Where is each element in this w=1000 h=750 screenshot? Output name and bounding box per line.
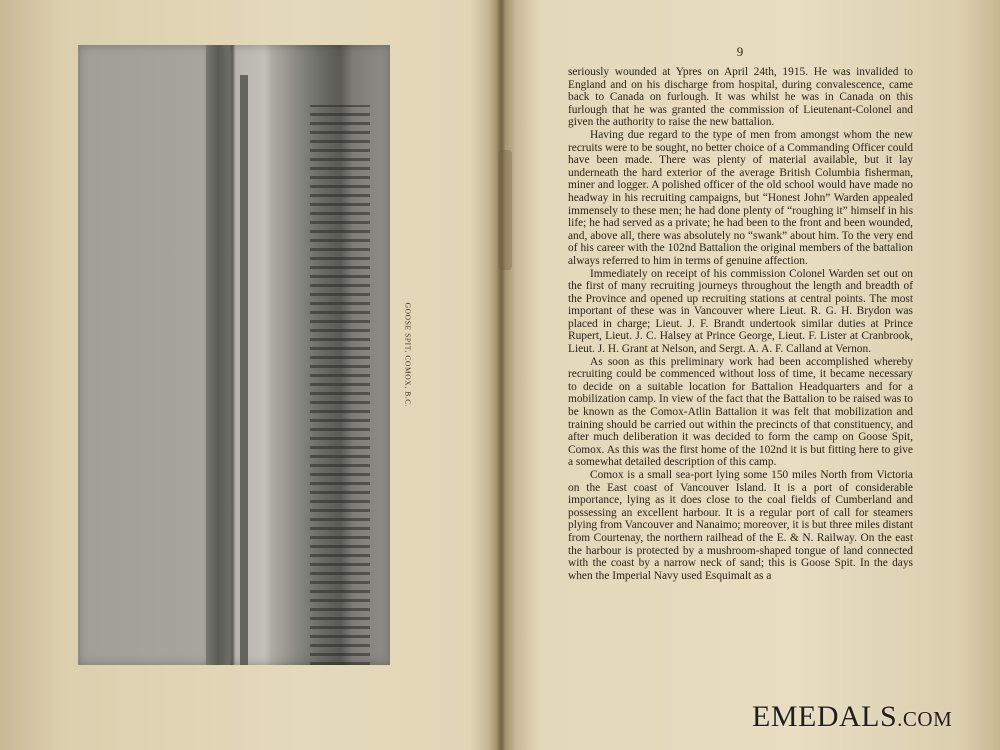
paragraph: As soon as this preliminary work had been accomplished whereby recruiting could be commenced without loss of time, it became necessary to decide on a suitable location for Battalion Headquarters and for a mobilization camp. In view of the fact that the Battalion to be raised was to be known as the Comox-Atlin Battalion it was felt that mobilization and training should be carried out within the precincts of that constituency, and after much deliberation it was decided to form the camp on Goose Spit, Comox. As this was the first home of the 102nd it is but fitting here to give a somewhat detailed description of this camp. [568,355,913,469]
photo-caption: GOOSE SPIT, COMOX, B.C. [403,302,413,408]
watermark [752,700,952,734]
watermark-main: EMEDALS [752,700,898,733]
paper-stain [498,150,512,270]
body-text [568,66,913,582]
paragraph: Having due regard to the type of men from amongst whom the new recruits were to be sought, no better choice of a Commanding Officer could have been made. There was plenty of material available, but it lay underneath the hard exterior of the average British Columbia fisherman, miner and logger. A polished officer of the old school would have made no headway in his recruiting campaigns, but “Honest John” Warden appealed immensely to these men; he had done plenty of “roughing it” himself in his life; he had served as a private; he had been to the front and been wounded, and, above all, there was absolutely no “swank” about him. To the very end of his career with the 102nd Battalion the original members of the battalion always referred to him in terms of genuine affection. [568,128,913,267]
goose-spit-photograph [78,45,390,665]
photo-tree-line [310,105,370,665]
paragraph: Comox is a small sea-port lying some 150 miles North from Victoria on the East coast of Vancouver Island. It is a port of considerable importance, lying as it does close to the coal fields of Cumberland and possessing an excellent harbour. It is a regular port of call for steamers plying from Vancouver and Nanaimo; moreover, it is but three miles distant from Courtenay, the northern railhead of the E. & N. Railway. On the east the harbour is protected by a mushroom-shaped tongue of land connected with the coast by a narrow neck of sand; this is Goose Spit. In the days when the Imperial Navy used Esquimalt as a [568,469,913,582]
book-spine [488,0,516,750]
photo-water-band [206,45,230,665]
paragraph: Immediately on receipt of his commission Colonel Warden set out on the first of many recruiting journeys throughout the length and breadth of the Province and opened up recruiting stations at central points. The most important of these was in Vancouver where Lieut. R. G. H. Brydon was placed in charge; Lieut. J. F. Brandt undertook similar duties at Prince Rupert, Lieut. J. C. Halsey at Prince George, Lieut. F. Lister at Cranbrook, Lieut. J. H. Grant at Nelson, and Sergt. A. A. F. Calland at Vernon. [568,267,913,356]
photo-spit-strip [240,75,248,665]
watermark-suffix: .COM [897,707,953,731]
paragraph: seriously wounded at Ypres on April 24th, 1915. He was invalided to England and on his discharge from hospital, during convalescence, came back to Canada on furlough. It was whilst he was in Canada on this furlough that he was granted the commission of Lieutenant-Colonel and given the authority to raise the new battalion. [568,66,913,129]
page-number: 9 [736,44,744,59]
